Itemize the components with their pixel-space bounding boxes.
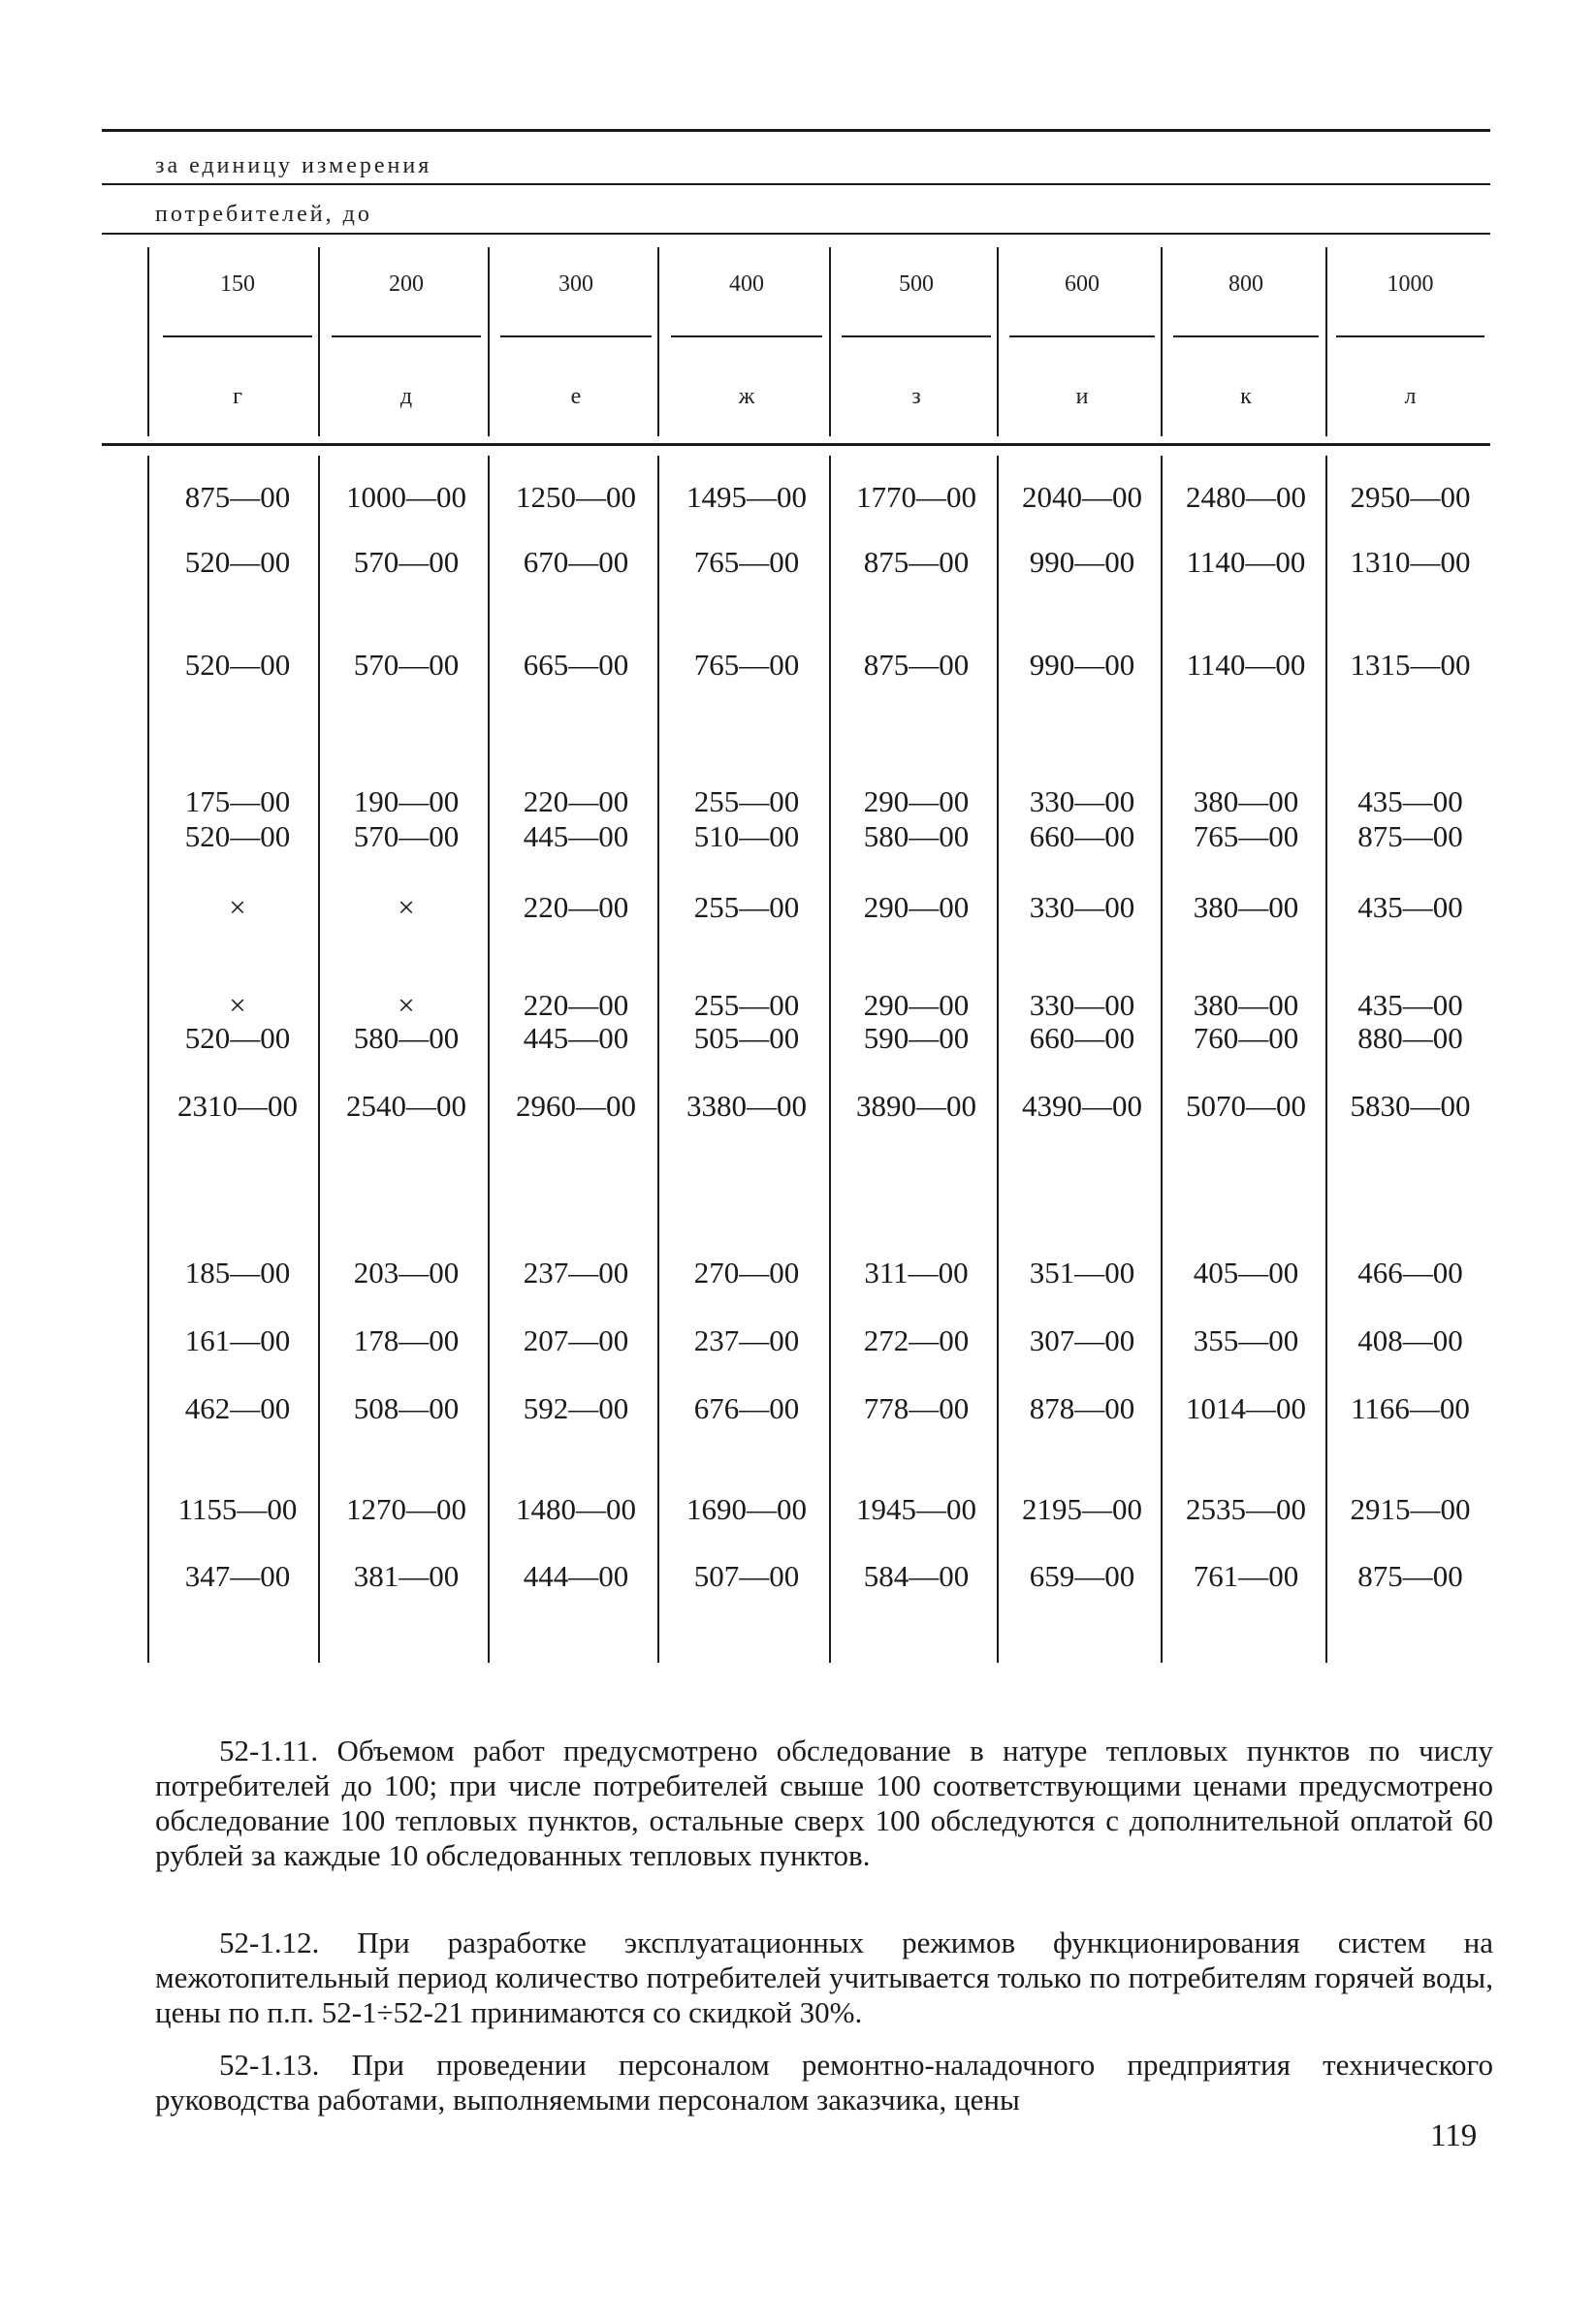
column-letter-header: г	[233, 384, 242, 409]
table-cell: 508—00	[353, 1391, 460, 1425]
table-cell: 381—00	[353, 1559, 460, 1593]
table-cell: ×	[229, 988, 246, 1022]
table-cell: 351—00	[1029, 1256, 1135, 1289]
table-cell: 510—00	[693, 819, 800, 853]
header-row-1: за единицу измерения	[155, 153, 432, 178]
table-cell: 2535—00	[1186, 1492, 1306, 1526]
paragraph-52-1-12: 52-1.12. При разработке эксплуатационных режимов функционирования систем на межотопительный период количество потребителей учитывается только по потребителям горячей воды, цены по п.п. 52-1÷52-21 принимаются со скидкой 30%.	[155, 1926, 1493, 2029]
table-cell: 237—00	[693, 1323, 800, 1357]
column-value-header: 1000	[1387, 271, 1434, 297]
table-cell: 5830—00	[1350, 1089, 1471, 1123]
table-cell: 520—00	[184, 648, 291, 682]
top-rule	[102, 129, 1490, 132]
table-cell: 875—00	[1357, 1559, 1463, 1593]
table-cell: 405—00	[1193, 1256, 1299, 1289]
table-cell: 670—00	[523, 545, 629, 579]
table-cell: 175—00	[184, 784, 291, 818]
table-cell: 590—00	[863, 1021, 970, 1055]
header-column-divider	[1325, 247, 1327, 436]
table-cell: 1315—00	[1350, 648, 1471, 682]
table-cell: 203—00	[353, 1256, 460, 1289]
header-column-divider	[829, 247, 831, 436]
table-cell: 161—00	[184, 1323, 291, 1357]
table-cell: 665—00	[523, 648, 629, 682]
table-cell: 380—00	[1193, 784, 1299, 818]
table-cell: 580—00	[863, 819, 970, 853]
page-number: 119	[1430, 2118, 1478, 2153]
table-cell: 2480—00	[1186, 480, 1306, 514]
table-cell: 435—00	[1357, 784, 1463, 818]
table-cell: 520—00	[184, 819, 291, 853]
table-cell: 520—00	[184, 1021, 291, 1055]
column-letter-header: и	[1075, 384, 1089, 409]
table-cell: 570—00	[353, 648, 460, 682]
column-letter-header: з	[911, 384, 921, 409]
body-column-divider	[488, 456, 490, 1663]
body-column-divider	[997, 456, 999, 1663]
table-cell: 765—00	[1193, 819, 1299, 853]
table-cell: 178—00	[353, 1323, 460, 1357]
table-cell: ×	[398, 988, 415, 1022]
column-value-header: 800	[1228, 271, 1263, 297]
table-cell: 220—00	[523, 890, 629, 924]
table-cell: 660—00	[1029, 1021, 1135, 1055]
body-rule	[102, 443, 1490, 446]
table-cell: 580—00	[353, 1021, 460, 1055]
table-cell: 255—00	[693, 988, 800, 1022]
paragraph-52-1-11: 52-1.11. Объемом работ предусмотрено обследование в натуре тепловых пунктов по числу потребителей до 100; при числе потребителей свыше 100 соответствующими ценами предусмотрено обследование 100 тепловых пунктов, остальные сверх 100 обследуются с дополнительной оплатой 60 рублей за каждые 10 обследованных тепловых пунктов.	[155, 1734, 1493, 1872]
header-rule-1	[102, 183, 1490, 185]
table-cell: 584—00	[863, 1559, 970, 1593]
table-cell: 875—00	[863, 648, 970, 682]
column-value-header: 400	[729, 271, 764, 297]
table-cell: 1140—00	[1186, 545, 1306, 579]
table-cell: 2195—00	[1022, 1492, 1142, 1526]
table-cell: 990—00	[1029, 545, 1135, 579]
column-letter-header: к	[1240, 384, 1252, 409]
table-cell: 307—00	[1029, 1323, 1135, 1357]
table-cell: 765—00	[693, 545, 800, 579]
table-cell: 1014—00	[1186, 1391, 1306, 1425]
table-cell: 3890—00	[856, 1089, 976, 1123]
table-cell: 1270—00	[346, 1492, 466, 1526]
table-cell: 2915—00	[1350, 1492, 1471, 1526]
table-cell: 311—00	[864, 1256, 969, 1289]
column-value-header: 300	[558, 271, 593, 297]
table-cell: ×	[229, 890, 246, 924]
column-header-underline	[1009, 335, 1155, 337]
column-header-underline	[163, 335, 312, 337]
column-header-underline	[1336, 335, 1484, 337]
header-rule-2	[102, 233, 1490, 235]
table-cell: 507—00	[693, 1559, 800, 1593]
table-cell: 875—00	[1357, 819, 1463, 853]
table-cell: 190—00	[353, 784, 460, 818]
table-cell: 2540—00	[346, 1089, 466, 1123]
table-cell: 2040—00	[1022, 480, 1142, 514]
table-cell: 878—00	[1029, 1391, 1135, 1425]
table-cell: 990—00	[1029, 648, 1135, 682]
column-letter-header: л	[1404, 384, 1417, 409]
table-cell: 445—00	[523, 1021, 629, 1055]
table-cell: 347—00	[184, 1559, 291, 1593]
table-cell: 270—00	[693, 1256, 800, 1289]
table-cell: 330—00	[1029, 890, 1135, 924]
table-cell: 380—00	[1193, 890, 1299, 924]
table-cell: 237—00	[523, 1256, 629, 1289]
table-cell: 520—00	[184, 545, 291, 579]
table-cell: 290—00	[863, 988, 970, 1022]
table-cell: 4390—00	[1022, 1089, 1142, 1123]
header-column-divider	[318, 247, 320, 436]
table-cell: 255—00	[693, 784, 800, 818]
table-cell: 290—00	[863, 890, 970, 924]
table-cell: 1166—00	[1351, 1391, 1470, 1425]
table-cell: 185—00	[184, 1256, 291, 1289]
table-cell: 435—00	[1357, 988, 1463, 1022]
table-cell: 255—00	[693, 890, 800, 924]
table-cell: 2960—00	[516, 1089, 636, 1123]
table-cell: 875—00	[184, 480, 291, 514]
table-cell: 761—00	[1193, 1559, 1299, 1593]
body-column-divider	[657, 456, 659, 1663]
header-row-2: потребителей, до	[155, 202, 372, 227]
column-letter-header: ж	[738, 384, 755, 409]
table-cell: 5070—00	[1186, 1089, 1306, 1123]
body-column-divider	[829, 456, 831, 1663]
table-cell: 330—00	[1029, 784, 1135, 818]
table-cell: 2950—00	[1350, 480, 1471, 514]
table-cell: 660—00	[1029, 819, 1135, 853]
table-cell: 875—00	[863, 545, 970, 579]
table-cell: 444—00	[523, 1559, 629, 1593]
table-cell: 1250—00	[516, 480, 636, 514]
column-header-underline	[332, 335, 481, 337]
table-cell: 1310—00	[1350, 545, 1471, 579]
table-cell: 1945—00	[856, 1492, 976, 1526]
table-cell: 355—00	[1193, 1323, 1299, 1357]
table-cell: 408—00	[1357, 1323, 1463, 1357]
table-cell: 330—00	[1029, 988, 1135, 1022]
column-header-underline	[1173, 335, 1319, 337]
table-cell: 462—00	[184, 1391, 291, 1425]
column-letter-header: д	[399, 384, 413, 409]
table-cell: 1155—00	[177, 1492, 298, 1526]
body-column-divider	[1325, 456, 1327, 1663]
table-cell: 676—00	[693, 1391, 800, 1425]
table-cell: ×	[398, 890, 415, 924]
table-cell: 435—00	[1357, 890, 1463, 924]
column-header-underline	[500, 335, 652, 337]
column-header-underline	[842, 335, 991, 337]
table-cell: 220—00	[523, 784, 629, 818]
table-cell: 1480—00	[516, 1492, 636, 1526]
table-cell: 290—00	[863, 784, 970, 818]
table-cell: 272—00	[863, 1323, 970, 1357]
table-cell: 778—00	[863, 1391, 970, 1425]
table-cell: 570—00	[353, 545, 460, 579]
table-cell: 765—00	[693, 648, 800, 682]
table-cell: 466—00	[1357, 1256, 1463, 1289]
column-value-header: 150	[220, 271, 255, 297]
table-cell: 1495—00	[686, 480, 807, 514]
header-column-divider	[1161, 247, 1163, 436]
table-cell: 1000—00	[346, 480, 466, 514]
table-cell: 207—00	[523, 1323, 629, 1357]
header-column-divider	[997, 247, 999, 436]
body-column-divider	[147, 456, 149, 1663]
table-cell: 1690—00	[686, 1492, 807, 1526]
table-cell: 659—00	[1029, 1559, 1135, 1593]
column-value-header: 200	[389, 271, 424, 297]
table-cell: 445—00	[523, 819, 629, 853]
column-value-header: 600	[1065, 271, 1100, 297]
table-cell: 1140—00	[1186, 648, 1306, 682]
table-cell: 505—00	[693, 1021, 800, 1055]
body-column-divider	[1161, 456, 1163, 1663]
table-cell: 570—00	[353, 819, 460, 853]
paragraph-52-1-13: 52-1.13. При проведении персоналом ремонтно-наладочного предприятия технического руководства работами, выполняемыми персоналом заказчика, цены	[155, 2048, 1493, 2117]
table-cell: 760—00	[1193, 1021, 1299, 1055]
column-header-underline	[671, 335, 822, 337]
header-column-divider	[147, 247, 149, 436]
table-cell: 2310—00	[177, 1089, 298, 1123]
body-column-divider	[318, 456, 320, 1663]
table-cell: 380—00	[1193, 988, 1299, 1022]
table-cell: 3380—00	[686, 1089, 807, 1123]
table-cell: 220—00	[523, 988, 629, 1022]
header-column-divider	[488, 247, 490, 436]
table-cell: 880—00	[1357, 1021, 1463, 1055]
header-column-divider	[657, 247, 659, 436]
column-letter-header: е	[570, 384, 582, 409]
table-cell: 592—00	[523, 1391, 629, 1425]
table-cell: 1770—00	[856, 480, 976, 514]
column-value-header: 500	[899, 271, 934, 297]
